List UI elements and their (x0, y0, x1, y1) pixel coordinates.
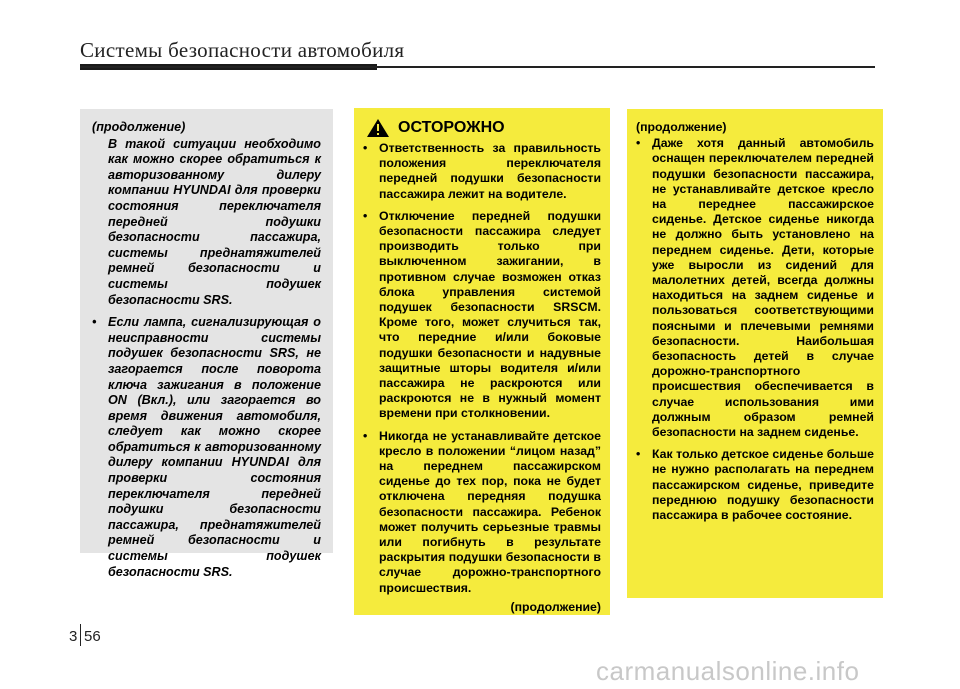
warning-bullet-3 (363, 429, 601, 596)
left-bullet-item (92, 315, 321, 580)
left-continued-label: (продолжение) (92, 120, 186, 134)
warning-title: ОСТОРОЖНО (398, 119, 505, 137)
page-number: 56 (84, 628, 101, 645)
warning-bullet-text: Никогда не устанавливайте детское кресло в положении “лицом назад” на переднем пассажирском сиденье до тех пор, пока не будет отключена передняя подушка безопасности пассажира. Ребенок может получить серьезные травмы или погибнуть в результате раскрытия подушки безопасности в случае дорожно-транспортного происшествия. (379, 428, 601, 595)
header-rule (80, 66, 875, 68)
watermark-text: carmanualsonline.info (596, 656, 860, 686)
bullet-dot: • (636, 136, 641, 151)
warning-bullet-text: Ответственность за правильность положения переключателя передней подушки безопасности пассажира лежит на водителе. (379, 141, 601, 201)
warning-continued-label: (продолжение) (510, 599, 601, 614)
bullet-dot: • (363, 428, 368, 443)
right-bullet-2 (636, 447, 874, 523)
warning-bullet-1 (363, 141, 601, 202)
right-bullet-1 (636, 136, 874, 440)
bullet-dot: • (636, 447, 641, 462)
warning-heading (366, 118, 601, 138)
bullet-dot: • (363, 141, 368, 155)
warning-triangle-icon (366, 118, 390, 138)
right-bullet-text: Как только детское сиденье больше не нужно располагать на переднем пассажирском сиденье, приведите переднюю подушку безопасности пассажира в рабочее состояние. (652, 447, 874, 523)
warning-bullet-text: Отключение передней подушки безопасности пассажира следует производить только при выключенном зажигании, в противном случае возможен отказ блока управления системой подушек безопасности SRSCM. Кроме того, может случиться так, что передние и/или боковые подушки безопасности и надувные защитные шторы водителя и/или пассажира не раскроются или раскроются не в нужный момент времени при столкновении. (379, 208, 601, 421)
left-bullet-text: Если лампа, сигнализирующая о неисправности системы подушек безопасности SRS, не загорается после поворота ключа зажигания в положение ON (Вкл.), или загорается во время движения автомобиля, следует как можно скорее обратиться к авторизованному дилеру компании HYUNDAI для проверки состояния переключателя передней подушки безопасности пассажира, преднатяжителей ремней безопасности и системы подушек безопасности SRS. (108, 315, 321, 579)
warning-bullet-2 (363, 209, 601, 422)
right-continued-label: (продолжение) (636, 120, 727, 134)
left-note-column (80, 109, 333, 579)
bullet-dot: • (363, 208, 368, 223)
left-paragraph: В такой ситуации необходимо как можно скорее обратиться к авторизованному дилеру компании HYUNDAI для проверки состояния переключателя передней подушки безопасности пассажира, системы преднатяжителей ремней безопасности и системы подушек безопасности SRS. (108, 136, 321, 307)
page-number-separator (80, 624, 81, 646)
warning-box (354, 108, 610, 615)
chapter-number: 3 (69, 628, 78, 645)
right-warning-column (627, 109, 883, 598)
right-bullet-text: Даже хотя данный автомобиль оснащен переключателем передней подушки безопасности пассажира, не устанавливайте детское кресло на переднее пассажирское сиденье. Детское сиденье никогда не должно быть установлено на переднем сиденье. Дети, которые уже выросли из сидений для малолетних детей, всегда должны находиться на заднем сиденье и пользоваться соответствующими поясными и плечевыми ремнями безопасности. Наибольшая безопасность детей в случае дорожно-транспортного происшествия обеспечивается в случае использования ими должным образом ремней безопасности на заднем сиденье. (652, 136, 874, 440)
page-header-title: Системы безопасности автомобиля (80, 38, 405, 62)
bullet-dot: • (92, 315, 97, 330)
